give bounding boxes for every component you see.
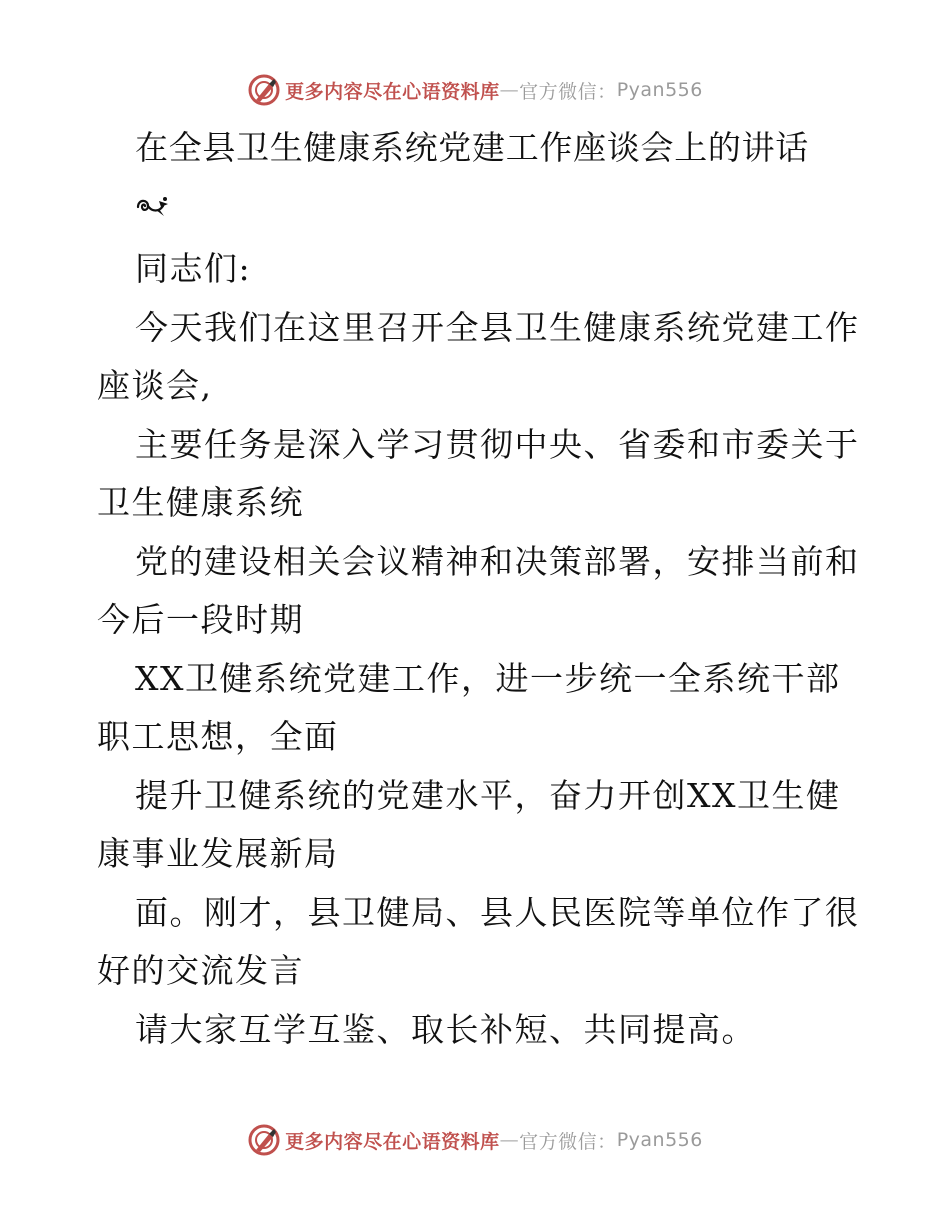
header-banner xyxy=(0,70,950,110)
pen-logo-icon xyxy=(247,73,281,107)
footer-banner xyxy=(0,1120,950,1160)
footer-wechat-label: 官方微信： xyxy=(519,1130,617,1153)
body-line: 职工思想，全面 xyxy=(97,717,339,756)
header-wechat-label: 官方微信： xyxy=(519,80,617,103)
header-brand-text: 更多内容尽在心语资料库 xyxy=(285,80,500,103)
footer-brand-text: 更多内容尽在心语资料库 xyxy=(285,1130,500,1153)
body-line: 提升卫健系统的党建水平，奋力开创XX卫生健 xyxy=(135,775,841,815)
body-line: 今天我们在这里召开全县卫生健康系统党建工作 xyxy=(135,307,860,347)
body-line: 面。刚才，县卫健局、县人民医院等单位作了很 xyxy=(135,892,860,932)
body-line: XX卫健系统党建工作，进一步统一全系统干部 xyxy=(135,658,841,698)
header-wechat-id: Pyan556 xyxy=(616,79,703,101)
footer-separator: — xyxy=(499,1129,520,1151)
body-line: 请大家互学互鉴、取长补短、共同提高。 xyxy=(135,1009,756,1049)
body-line: 康事业发展新局 xyxy=(97,834,339,873)
document-title: 在全县卫生健康系统党建工作座谈会上的讲话 xyxy=(135,128,809,167)
body-line: 好的交流发言 xyxy=(97,951,304,990)
body-line: 今后一段时期 xyxy=(97,600,304,639)
body-line: 卫生健康系统 xyxy=(97,483,304,522)
document-body xyxy=(97,240,897,1059)
body-line: 座谈会, xyxy=(97,366,213,405)
body-line: 同志们: xyxy=(135,249,252,288)
header-separator: — xyxy=(499,79,520,101)
body-line: 党的建设相关会议精神和决策部署，安排当前和 xyxy=(135,541,860,581)
footer-wechat-id: Pyan556 xyxy=(616,1129,703,1151)
body-line: 主要任务是深入学习贯彻中央、省委和市委关于 xyxy=(135,424,860,464)
pen-logo-icon xyxy=(247,1123,281,1157)
decorative-flourish-icon xyxy=(135,192,171,220)
